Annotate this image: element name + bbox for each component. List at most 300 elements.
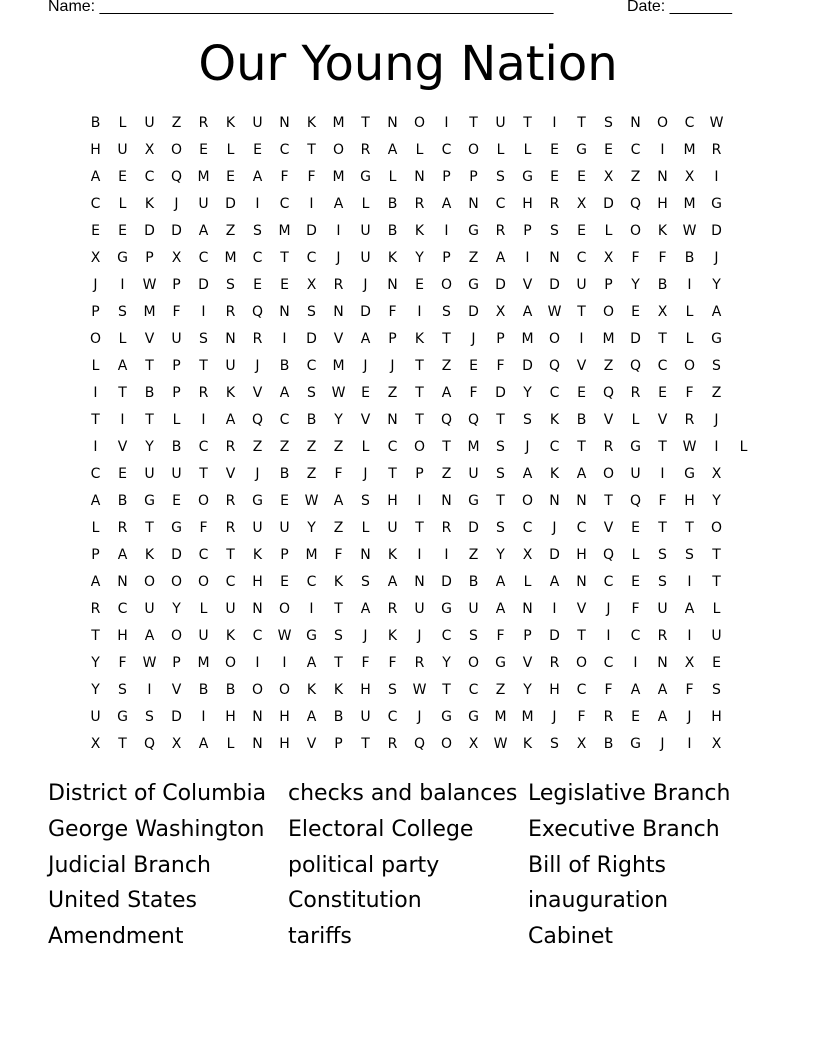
grid-letter: O [278,682,291,698]
grid-letter: G [468,709,479,725]
grid-letter: Z [306,439,317,455]
grid-letter: D [549,628,560,644]
grid-letter: J [93,277,98,293]
grid-letter: H [279,709,290,725]
grid-letter: Y [712,493,721,509]
grid-letter: S [469,628,478,644]
grid-letter: S [496,520,505,536]
grid-letter: A [711,304,722,320]
grid-letter: J [552,709,557,725]
grid-letter: S [388,682,397,698]
grid-letter: C [252,250,263,266]
grid-letter: F [172,304,181,320]
date-field-label: Date: _______ [627,0,732,15]
grid-letter: A [576,466,587,482]
grid-letter: D [711,223,722,239]
grid-letter: D [441,574,452,590]
grid-letter: E [199,142,208,158]
grid-letter: R [360,142,371,158]
grid-letter: J [255,358,260,374]
grid-letter: N [522,601,533,617]
grid-letter: S [307,385,316,401]
grid-letter: L [739,439,748,455]
word-list-item: checks and balances [288,781,518,806]
grid-letter: R [711,142,722,158]
grid-letter: Z [495,682,506,698]
grid-letter: D [171,547,182,563]
grid-letter: L [631,547,640,563]
grid-letter: K [144,547,155,563]
grid-letter: K [549,412,560,428]
grid-letter: D [495,277,506,293]
grid-letter: S [685,547,694,563]
grid-letter: S [496,466,505,482]
grid-letter: E [280,277,289,293]
grid-letter: S [550,736,559,752]
grid-letter: O [602,466,615,482]
grid-letter: R [549,196,560,212]
grid-letter: D [468,520,479,536]
grid-letter: H [117,628,128,644]
grid-letter: A [549,574,560,590]
grid-letter: A [90,493,101,509]
grid-letter: Z [306,466,317,482]
grid-letter: Y [442,655,451,671]
grid-letter: M [332,115,345,131]
grid-letter: I [687,628,692,644]
grid-letter: T [199,358,208,374]
grid-letter: P [523,223,532,239]
grid-letter: I [444,115,449,131]
grid-letter: P [145,250,154,266]
grid-letter: U [225,601,236,617]
grid-letter: I [417,304,422,320]
grid-letter: O [89,331,102,347]
grid-letter: E [118,466,127,482]
grid-letter: I [309,196,314,212]
grid-letter: S [496,439,505,455]
grid-letter: V [306,736,317,752]
grid-letter: C [603,574,614,590]
grid-letter: C [576,250,587,266]
grid-letter: R [657,628,668,644]
grid-letter: K [306,682,317,698]
grid-letter: Z [441,358,452,374]
grid-letter: T [415,385,424,401]
grid-letter: I [282,331,287,347]
grid-letter: I [309,601,314,617]
grid-letter: W [709,115,724,131]
grid-letter: U [252,520,263,536]
grid-letter: I [444,223,449,239]
grid-letter: V [657,412,668,428]
grid-letter: Z [603,358,614,374]
grid-letter: K [144,196,155,212]
grid-letter: X [576,196,587,212]
grid-letter: P [172,277,181,293]
grid-letter: E [631,709,640,725]
grid-letter: P [442,169,451,185]
grid-letter: T [280,250,289,266]
word-list-item: Cabinet [528,924,614,950]
word-list-item: Constitution [288,888,422,914]
grid-letter: C [279,142,290,158]
grid-letter: W [493,736,508,752]
grid-letter: O [143,574,156,590]
grid-letter: W [277,628,292,644]
grid-letter: S [118,682,127,698]
grid-letter: J [363,466,368,482]
grid-letter: C [441,142,452,158]
grid-letter: J [471,331,476,347]
grid-letter: N [630,115,641,131]
grid-letter: X [495,304,506,320]
grid-letter: G [117,709,128,725]
grid-letter: N [549,493,560,509]
grid-letter: U [225,358,236,374]
grid-letter: D [198,277,209,293]
grid-letter: C [657,358,668,374]
grid-letter: F [577,709,586,725]
grid-letter: X [711,736,722,752]
grid-letter: C [306,574,317,590]
grid-letter: T [523,115,532,131]
grid-letter: Y [712,277,721,293]
grid-letter: N [333,304,344,320]
grid-letter: X [576,736,587,752]
grid-letter: H [576,547,587,563]
grid-letter: H [522,196,533,212]
grid-letter: C [279,412,290,428]
grid-letter: C [306,358,317,374]
grid-letter: A [225,412,236,428]
grid-letter: B [387,196,398,212]
grid-letter: T [577,439,586,455]
grid-letter: A [279,385,290,401]
grid-letter: P [388,331,397,347]
grid-letter: K [522,736,533,752]
word-list-item: Electoral College [288,816,474,842]
grid-letter: O [575,655,588,671]
grid-letter: I [579,331,584,347]
grid-letter: A [495,250,506,266]
grid-letter: U [711,628,722,644]
grid-letter: K [414,331,425,347]
grid-letter: T [145,358,154,374]
grid-letter: I [714,169,719,185]
grid-letter: I [201,304,206,320]
grid-letter: R [198,115,209,131]
grid-letter: O [197,493,210,509]
grid-letter: O [413,115,426,131]
grid-letter: C [522,520,533,536]
grid-letter: R [90,601,101,617]
grid-letter: E [604,142,613,158]
grid-letter: O [224,655,237,671]
grid-letter: F [280,169,289,185]
grid-letter: K [306,115,317,131]
grid-letter: L [496,142,505,158]
grid-letter: Q [602,385,615,401]
grid-letter: Q [440,412,453,428]
grid-letter: R [225,520,236,536]
grid-letter: K [225,115,236,131]
grid-letter: K [414,223,425,239]
grid-letter: R [117,520,128,536]
grid-letter: Y [523,682,532,698]
grid-letter: J [552,520,557,536]
grid-letter: S [550,223,559,239]
grid-letter: R [684,412,695,428]
grid-letter: C [198,547,209,563]
grid-letter: C [468,682,479,698]
grid-letter: Q [170,169,183,185]
grid-letter: T [658,439,667,455]
grid-letter: N [657,655,668,671]
grid-letter: E [91,223,100,239]
grid-letter: I [417,547,422,563]
grid-letter: G [495,655,506,671]
grid-letter: N [657,169,668,185]
grid-letter: Y [496,547,505,563]
grid-letter: X [90,250,101,266]
grid-letter: F [388,304,397,320]
grid-letter: R [252,331,263,347]
grid-letter: U [279,520,290,536]
grid-letter: A [90,574,101,590]
grid-letter: X [522,547,533,563]
grid-letter: I [417,493,422,509]
grid-letter: J [417,628,422,644]
grid-letter: A [252,169,263,185]
grid-letter: X [603,250,614,266]
grid-letter: O [251,682,264,698]
grid-letter: Q [413,736,426,752]
grid-letter: K [387,250,398,266]
grid-letter: I [525,250,530,266]
grid-letter: E [631,304,640,320]
grid-letter: P [172,655,181,671]
page-title: Our Young Nation [198,36,618,92]
grid-letter: Z [252,439,263,455]
grid-letter: U [171,331,182,347]
grid-letter: O [521,493,534,509]
grid-letter: S [226,277,235,293]
grid-letter: S [604,115,613,131]
grid-letter: W [304,493,319,509]
grid-letter: W [682,439,697,455]
grid-letter: E [631,574,640,590]
grid-letter: L [118,115,127,131]
grid-letter: I [93,385,98,401]
grid-letter: A [117,547,128,563]
grid-letter: I [552,115,557,131]
grid-letter: C [252,628,263,644]
grid-letter: T [388,466,397,482]
grid-letter: I [444,547,449,563]
grid-letter: E [712,655,721,671]
grid-letter: D [225,196,236,212]
grid-letter: B [603,736,614,752]
grid-letter: D [144,223,155,239]
grid-letter: M [467,439,480,455]
grid-letter: U [495,115,506,131]
grid-letter: K [333,682,344,698]
grid-letter: U [144,601,155,617]
grid-letter: S [334,628,343,644]
grid-letter: D [630,331,641,347]
grid-letter: T [712,574,721,590]
grid-letter: I [714,439,719,455]
grid-letter: N [387,115,398,131]
grid-letter: T [334,601,343,617]
grid-letter: V [171,682,182,698]
grid-letter: R [225,304,236,320]
grid-letter: C [576,682,587,698]
grid-letter: T [415,358,424,374]
grid-letter: E [172,493,181,509]
grid-letter: L [361,196,370,212]
grid-letter: F [199,520,208,536]
grid-letter: C [90,466,101,482]
grid-letter: N [549,250,560,266]
grid-letter: C [495,196,506,212]
grid-letter: H [657,196,668,212]
grid-letter: F [469,385,478,401]
grid-letter: Y [91,682,100,698]
grid-letter: I [255,655,260,671]
word-list-item: Bill of Rights [528,852,667,878]
grid-letter: Z [630,169,641,185]
grid-letter: U [360,250,371,266]
grid-letter: N [117,574,128,590]
grid-letter: V [144,331,155,347]
grid-letter: H [90,142,101,158]
grid-letter: G [441,709,452,725]
grid-letter: E [550,169,559,185]
grid-letter: R [441,520,452,536]
grid-letter: J [336,250,341,266]
grid-letter: I [660,142,665,158]
grid-letter: M [332,169,345,185]
grid-letter: M [683,142,696,158]
grid-letter: J [363,628,368,644]
grid-letter: L [172,412,181,428]
grid-letter: C [198,439,209,455]
grid-letter: O [683,358,696,374]
grid-letter: Q [467,412,480,428]
grid-letter: A [198,736,209,752]
grid-letter: F [496,628,505,644]
grid-letter: B [657,277,668,293]
grid-letter: V [603,412,614,428]
grid-letter: I [255,196,260,212]
grid-letter: R [225,439,236,455]
grid-letter: P [415,466,424,482]
grid-letter: A [117,358,128,374]
grid-letter: T [469,115,478,131]
grid-letter: G [306,628,317,644]
grid-letter: F [361,655,370,671]
grid-letter: A [684,601,695,617]
grid-letter: F [334,547,343,563]
grid-letter: O [440,277,453,293]
grid-letter: P [496,331,505,347]
grid-letter: C [144,169,155,185]
grid-letter: Q [629,493,642,509]
grid-letter: K [387,628,398,644]
grid-letter: S [361,493,370,509]
grid-letter: T [496,412,505,428]
grid-letter: V [522,655,533,671]
grid-letter: L [361,439,370,455]
grid-letter: E [577,385,586,401]
grid-letter: O [197,574,210,590]
grid-letter: I [687,736,692,752]
grid-letter: J [687,709,692,725]
grid-letter: N [252,736,263,752]
grid-letter: T [199,466,208,482]
grid-letter: H [549,682,560,698]
grid-letter: T [712,547,721,563]
grid-letter: O [467,142,480,158]
grid-letter: D [522,358,533,374]
grid-letter: U [576,277,587,293]
grid-letter: A [306,709,317,725]
grid-letter: M [683,196,696,212]
grid-letter: U [468,466,479,482]
grid-letter: U [171,466,182,482]
grid-letter: W [682,223,697,239]
grid-letter: F [118,655,127,671]
grid-letter: J [417,709,422,725]
grid-letter: M [143,304,156,320]
grid-letter: B [306,412,317,428]
grid-letter: A [657,709,668,725]
grid-letter: F [307,169,316,185]
grid-letter: H [279,736,290,752]
grid-letter: I [552,601,557,617]
grid-letter: W [142,277,157,293]
grid-letter: S [199,331,208,347]
grid-letter: U [414,601,425,617]
grid-letter: O [170,628,183,644]
grid-letter: P [523,628,532,644]
grid-letter: T [145,520,154,536]
grid-letter: P [91,547,100,563]
grid-letter: S [496,169,505,185]
grid-letter: V [603,520,614,536]
grid-letter: C [279,196,290,212]
grid-letter: P [469,169,478,185]
grid-letter: D [468,304,479,320]
grid-letter: M [602,331,615,347]
grid-letter: G [630,439,641,455]
grid-letter: S [361,574,370,590]
grid-letter: J [660,736,665,752]
grid-letter: D [171,223,182,239]
grid-letter: I [687,277,692,293]
grid-letter: W [142,655,157,671]
grid-letter: O [332,142,345,158]
grid-letter: N [360,547,371,563]
grid-letter: K [225,385,236,401]
grid-letter: A [90,169,101,185]
grid-letter: M [197,169,210,185]
grid-letter: Z [441,466,452,482]
grid-letter: J [363,358,368,374]
grid-letter: H [387,493,398,509]
